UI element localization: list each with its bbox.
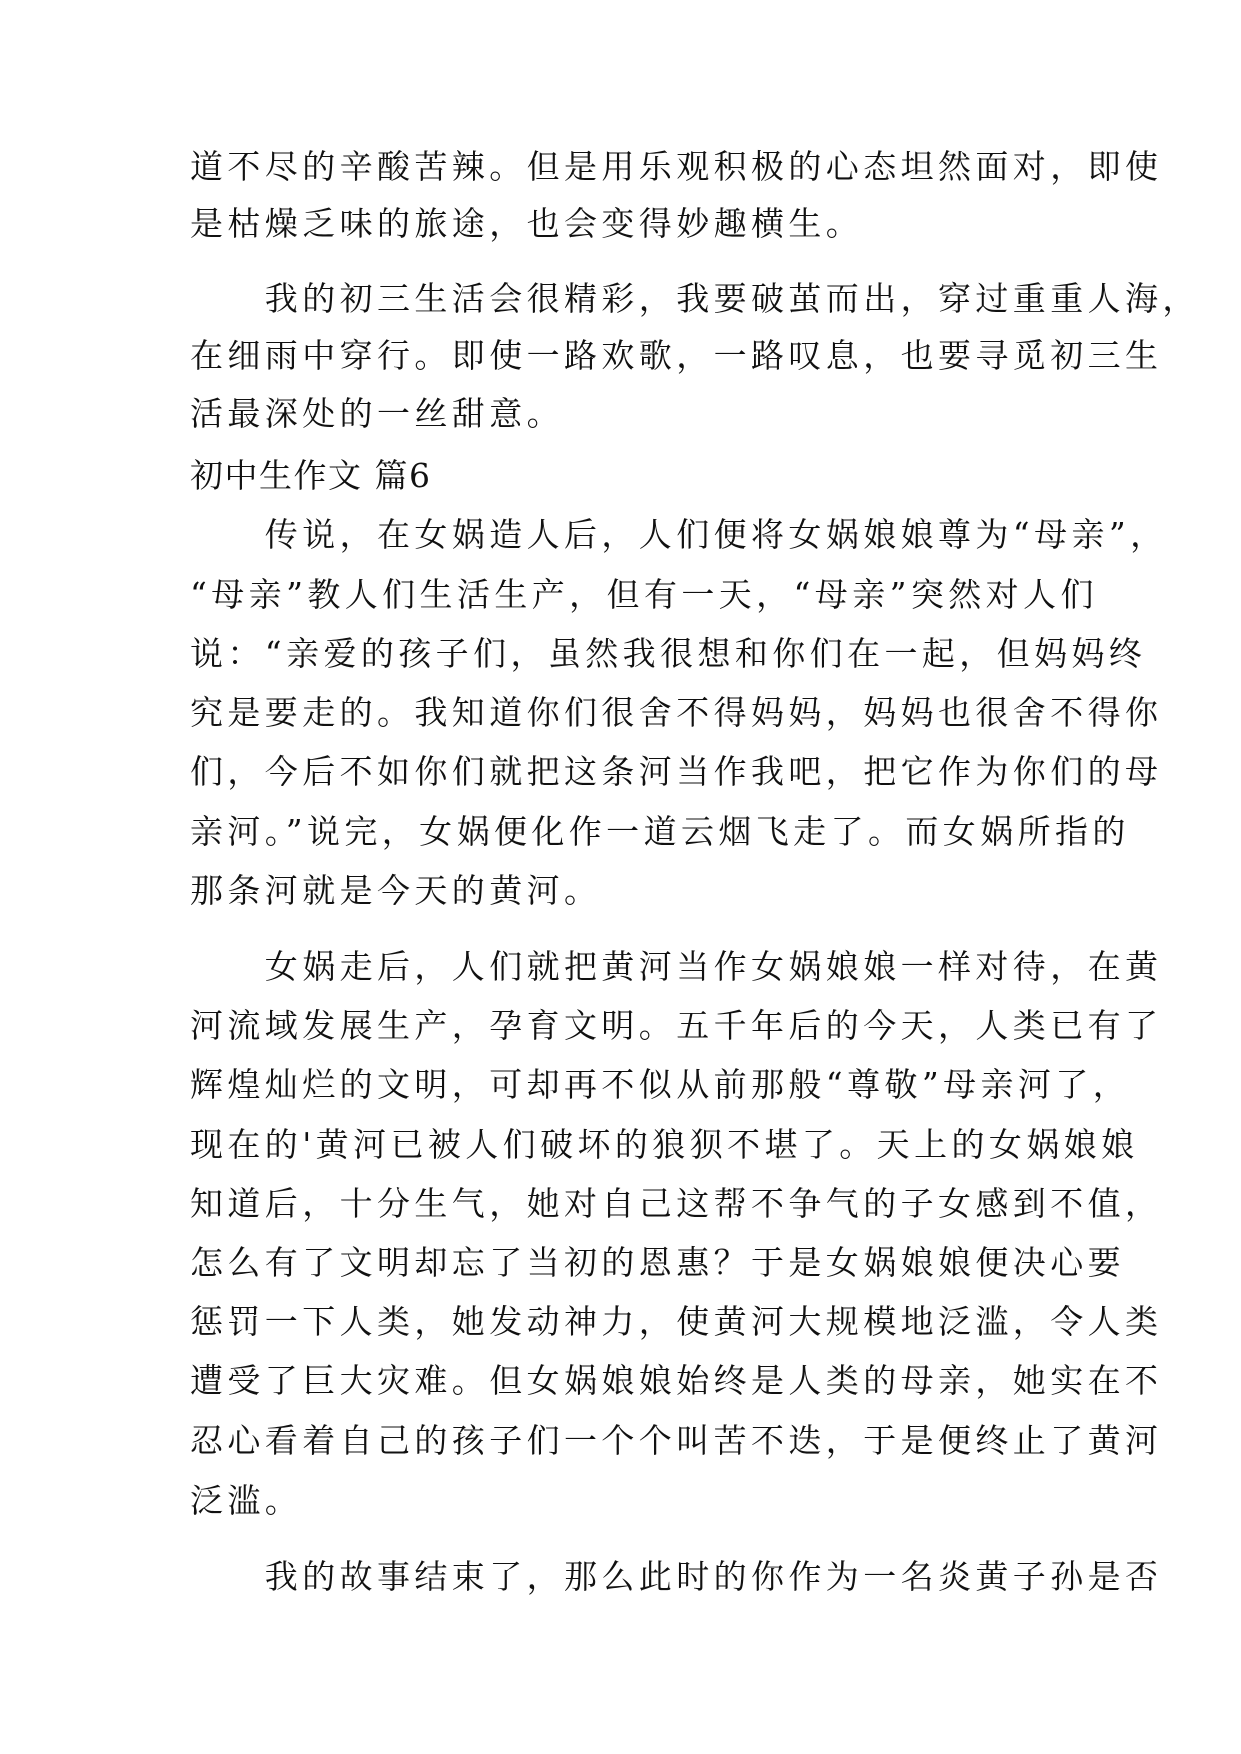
text-line: 怎么有了文明却忘了当初的恩惠？于是女娲娘娘便决心要 (190, 1243, 1125, 1282)
paragraph-line: 女娲走后，人们就把黄河当作女娲娘娘一样对待，在黄 (190, 947, 1163, 986)
text-line: “母亲”教人们生活生产，但有一天，“母亲”突然对人们 (190, 575, 1098, 614)
text-line: 知道后，十分生气，她对自己这帮不争气的子女感到不值， (190, 1184, 1163, 1223)
text-line: 辉煌灿烂的文明，可却再不似从前那般“尊敬”母亲河了， (190, 1065, 1131, 1104)
text-line: 说：“亲爱的孩子们，虽然我很想和你们在一起，但妈妈终 (190, 634, 1147, 673)
text-line: 们，今后不如你们就把这条河当作我吧，把它作为你们的母 (190, 752, 1163, 791)
text-line: 现在的'黄河已被人们破坏的狼狈不堪了。天上的女娲娘娘 (190, 1125, 1139, 1164)
text-line: 究是要走的。我知道你们很舍不得妈妈，妈妈也很舍不得你 (190, 693, 1163, 732)
text-line: 道不尽的辛酸苦辣。但是用乐观积极的心态坦然面对，即使 (190, 147, 1163, 186)
text-line: 河流域发展生产，孕育文明。五千年后的今天，人类已有了 (190, 1006, 1163, 1045)
text-line: 惩罚一下人类，她发动神力，使黄河大规模地泛滥，令人类 (190, 1302, 1163, 1341)
paragraph-line: 我的故事结束了，那么此时的你作为一名炎黄子孙是否 (190, 1557, 1163, 1596)
paragraph-line: 传说，在女娲造人后，人们便将女娲娘娘尊为“母亲”， (190, 515, 1168, 554)
text-line: 遭受了巨大灾难。但女娲娘娘始终是人类的母亲，她实在不 (190, 1361, 1163, 1400)
text-line: 是枯燥乏味的旅途，也会变得妙趣横生。 (190, 204, 864, 243)
text-line: 亲河。”说完，女娲便化作一道云烟飞走了。而女娲所指的 (190, 812, 1130, 851)
text-line: 泛滥。 (190, 1481, 303, 1520)
text-line: 那条河就是今天的黄河。 (190, 871, 602, 910)
section-heading: 初中生作文 篇6 (190, 456, 432, 495)
text-line: 忍心看着自己的孩子们一个个叫苦不迭，于是便终止了黄河 (190, 1421, 1163, 1460)
paragraph-line: 我的初三生活会很精彩，我要破茧而出，穿过重重人海， (190, 279, 1200, 318)
text-line: 在细雨中穿行。即使一路欢歌，一路叹息，也要寻觅初三生 (190, 336, 1163, 375)
text-line: 活最深处的一丝甜意。 (190, 394, 564, 433)
